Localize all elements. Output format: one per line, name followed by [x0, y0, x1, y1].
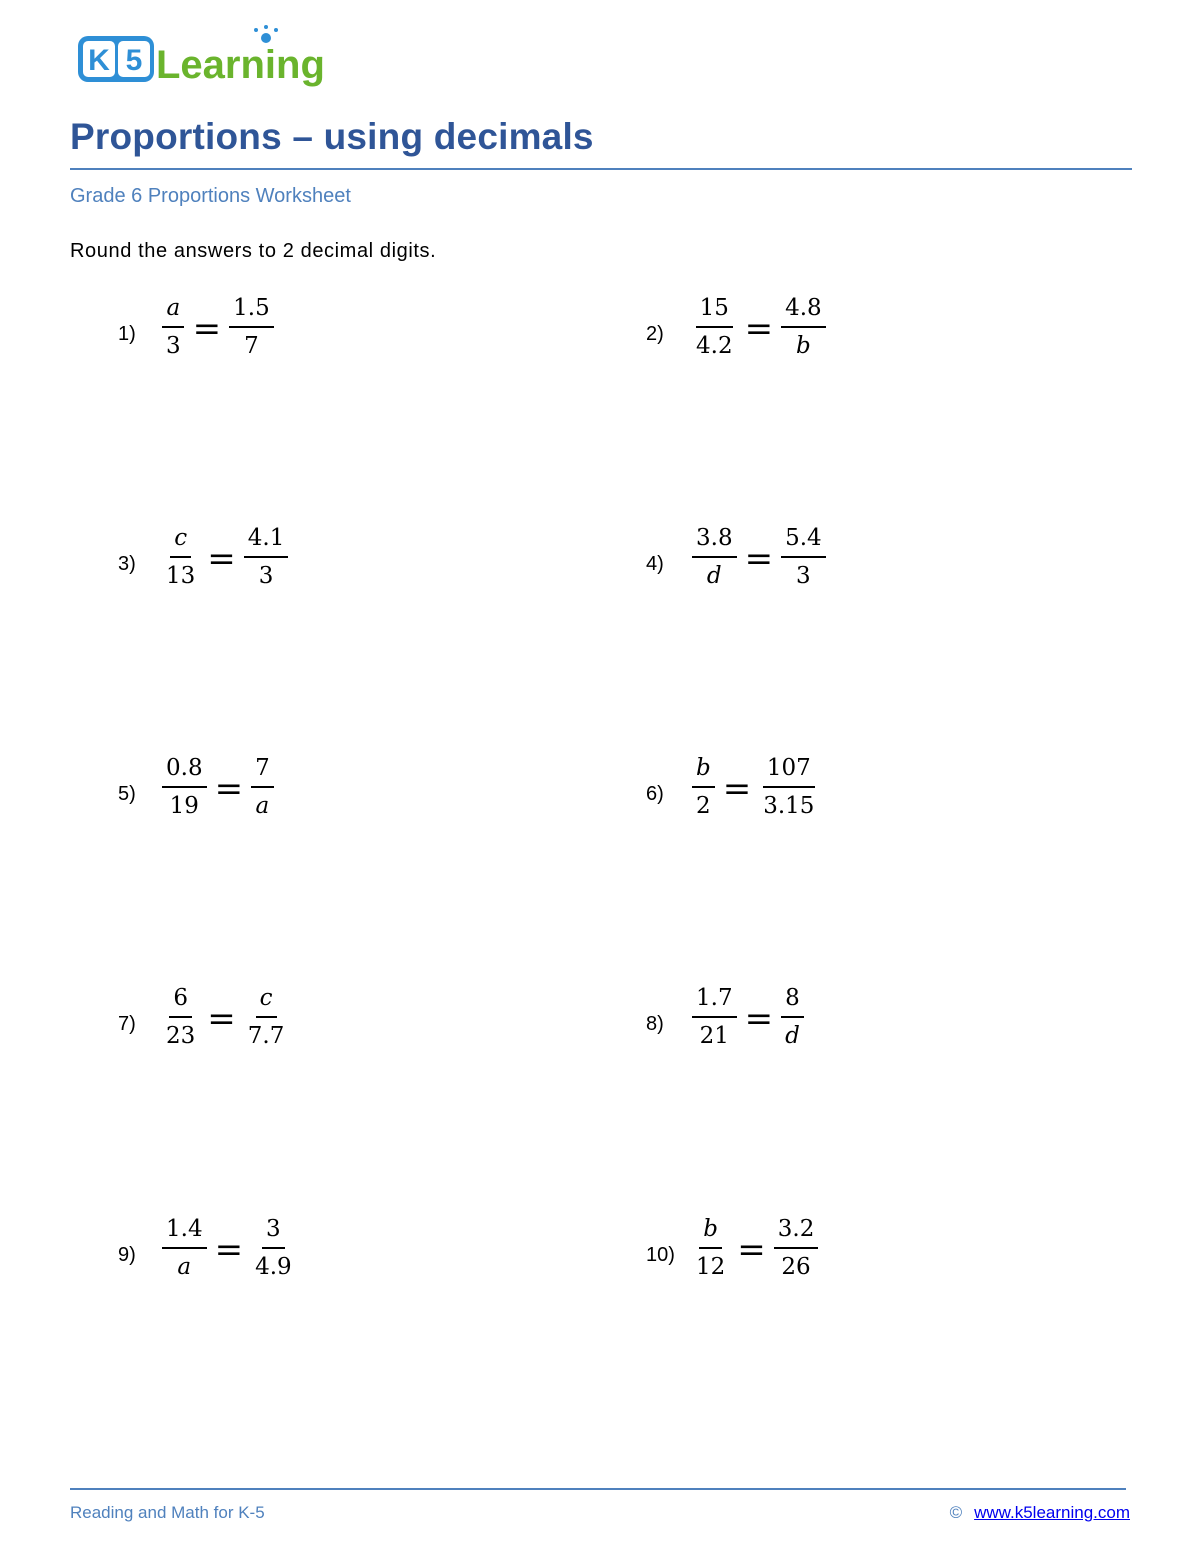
- left-fraction: [692, 520, 737, 594]
- denominator: 3: [796, 563, 811, 589]
- problem-number: 8): [646, 1013, 664, 1035]
- left-fraction: [692, 1211, 729, 1285]
- equals-sign: =: [744, 999, 774, 1039]
- denominator: 21: [699, 1023, 729, 1049]
- numerator: 1.5: [229, 290, 274, 328]
- denominator: 19: [169, 793, 199, 819]
- right-fraction: [759, 750, 818, 824]
- numerator: 3: [262, 1211, 285, 1249]
- left-fraction: [162, 520, 199, 594]
- denominator: 3.15: [763, 793, 815, 819]
- equals-sign: =: [207, 539, 236, 579]
- proportion: [162, 980, 288, 1054]
- problem-number: 10): [646, 1244, 675, 1266]
- k5-learning-logo: [76, 24, 336, 90]
- numerator: 1.7: [692, 980, 737, 1018]
- numerator: c: [256, 980, 277, 1018]
- denominator: 3: [258, 563, 274, 589]
- numerator: 5.4: [781, 520, 826, 558]
- proportion: [162, 1211, 296, 1285]
- numerator: 6: [169, 980, 192, 1018]
- numerator: 3.2: [774, 1211, 819, 1249]
- right-fraction: [244, 520, 289, 594]
- left-fraction: [162, 750, 207, 824]
- left-fraction: [692, 750, 715, 824]
- right-fraction: [781, 980, 804, 1054]
- denominator: 13: [166, 563, 196, 589]
- right-fraction: [229, 290, 274, 364]
- page-title: Proportions – using decimals: [70, 116, 594, 157]
- denominator: d: [706, 563, 722, 589]
- copyright-symbol: ©: [949, 1503, 963, 1522]
- problem-number: 6): [646, 783, 664, 805]
- proportion: [692, 290, 826, 364]
- denominator: 7: [244, 333, 259, 359]
- numerator: 8: [781, 980, 804, 1018]
- denominator: 7.7: [247, 1023, 285, 1049]
- denominator: 4.2: [696, 333, 733, 359]
- equals-sign: =: [744, 539, 774, 579]
- instructions: Round the answers to 2 decimal digits.: [70, 240, 437, 262]
- denominator: a: [177, 1254, 192, 1280]
- logo-graphic: [76, 24, 336, 90]
- denominator: a: [255, 793, 270, 819]
- proportion: [692, 750, 818, 824]
- numerator: 107: [763, 750, 815, 788]
- denominator: 26: [781, 1254, 811, 1280]
- equals-sign: =: [744, 309, 774, 349]
- problem-number: 4): [646, 553, 664, 575]
- website-link[interactable]: www.k5learning.com: [974, 1503, 1130, 1522]
- proportion: [162, 750, 274, 824]
- right-fraction: [251, 750, 274, 824]
- denominator: 4.9: [255, 1254, 292, 1280]
- problem-number: 5): [118, 783, 136, 805]
- numerator: c: [170, 520, 191, 558]
- numerator: 0.8: [162, 750, 207, 788]
- left-fraction: [692, 980, 737, 1054]
- proportion: [692, 520, 826, 594]
- right-fraction: [251, 1211, 296, 1285]
- numerator: b: [692, 750, 715, 788]
- footer-divider: [70, 1488, 1126, 1490]
- worksheet-subtitle: Grade 6 Proportions Worksheet: [70, 185, 351, 207]
- equals-sign: =: [192, 309, 222, 349]
- proportion: [692, 980, 804, 1054]
- equals-sign: =: [214, 769, 244, 809]
- title-divider: [70, 168, 1132, 170]
- denominator: 12: [696, 1254, 726, 1280]
- denominator: 3: [166, 333, 181, 359]
- proportion: [162, 520, 288, 594]
- proportion: [162, 290, 274, 364]
- denominator: b: [796, 333, 811, 359]
- denominator: d: [785, 1023, 800, 1049]
- numerator: 15: [696, 290, 733, 328]
- right-fraction: [244, 980, 289, 1054]
- numerator: b: [699, 1211, 722, 1249]
- equals-sign: =: [207, 999, 236, 1039]
- problem-number: 3): [118, 553, 136, 575]
- right-fraction: [774, 1211, 819, 1285]
- problem-number: 9): [118, 1244, 136, 1266]
- logo-word: Learning: [156, 43, 325, 87]
- equals-sign: =: [214, 1230, 244, 1270]
- denominator: 2: [696, 793, 711, 819]
- problem-number: 1): [118, 323, 136, 345]
- numerator: 7: [251, 750, 274, 788]
- problem-number: 2): [646, 323, 664, 345]
- left-fraction: [162, 980, 199, 1054]
- numerator: 3.8: [692, 520, 737, 558]
- left-fraction: [162, 1211, 207, 1285]
- footer-tagline: Reading and Math for K-5: [70, 1503, 265, 1522]
- numerator: 1.4: [162, 1211, 207, 1249]
- logo-k: K: [88, 44, 110, 77]
- equals-sign: =: [737, 1230, 766, 1270]
- numerator: 4.8: [781, 290, 826, 328]
- numerator: 4.1: [244, 520, 289, 558]
- right-fraction: [781, 290, 826, 364]
- problem-number: 7): [118, 1013, 136, 1035]
- numerator: a: [162, 290, 184, 328]
- proportion: [692, 1211, 818, 1285]
- equals-sign: =: [722, 769, 752, 809]
- left-fraction: [692, 290, 737, 364]
- right-fraction: [781, 520, 826, 594]
- denominator: 23: [166, 1023, 196, 1049]
- footer-copyright: [950, 1503, 1130, 1523]
- logo-5: 5: [125, 44, 143, 77]
- left-fraction: [162, 290, 185, 364]
